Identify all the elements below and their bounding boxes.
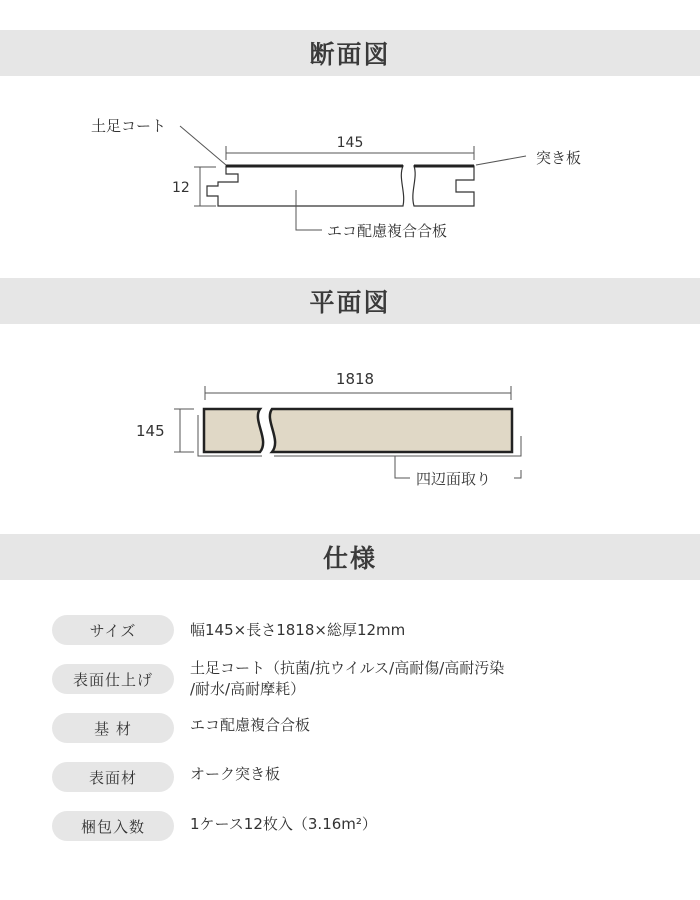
spec-label: 梱包入数 <box>52 811 174 841</box>
spec-label: 表面仕上げ <box>52 664 174 694</box>
thickness-dimension-label: 12 <box>172 180 190 196</box>
spec-label: 基 材 <box>52 713 174 743</box>
board-profile-left <box>207 166 404 206</box>
coating-leader <box>180 126 226 165</box>
plank-right <box>270 409 512 452</box>
veneer-leader <box>476 156 526 165</box>
chamfer-label: 四辺面取り <box>416 470 492 488</box>
plan-diagram <box>0 350 700 500</box>
spec-value: 幅145×長さ1818×総厚12mm <box>190 621 406 639</box>
section-title: 断面図 <box>309 40 391 69</box>
cross-section-diagram <box>0 100 700 260</box>
spec-value: エコ配慮複合合板 <box>190 716 311 734</box>
spec-value <box>190 658 504 700</box>
section-header-cross-section <box>0 30 700 76</box>
coating-label: 土足コート <box>91 117 167 135</box>
plank-left <box>204 409 263 452</box>
section-title: 仕様 <box>322 544 377 573</box>
chamfer-leader-end <box>514 470 521 478</box>
length-dimension <box>205 386 511 400</box>
width-dimension-label: 145 <box>136 422 165 440</box>
spec-value-line-1: 土足コート（抗菌/抗ウイルス/高耐傷/高耐汚染 <box>190 659 505 677</box>
spec-value-line-2: /耐水/高耐摩耗） <box>190 680 306 698</box>
section-title: 平面図 <box>309 288 391 317</box>
veneer-label: 突き板 <box>536 149 582 167</box>
board-profile-right <box>413 166 474 206</box>
width-dimension-label: 145 <box>336 135 364 151</box>
spec-value: オーク突き板 <box>190 765 281 783</box>
chamfer-leader <box>395 456 410 478</box>
core-label: エコ配慮複合合板 <box>327 222 448 240</box>
section-header-plan <box>0 278 700 324</box>
width-dimension <box>174 409 194 452</box>
length-dimension-label: 1818 <box>335 370 375 388</box>
section-header-spec <box>0 534 700 580</box>
spec-label: サイズ <box>52 615 174 645</box>
spec-label: 表面材 <box>52 762 174 792</box>
spec-value: 1ケース12枚入（3.16m²） <box>190 815 377 833</box>
